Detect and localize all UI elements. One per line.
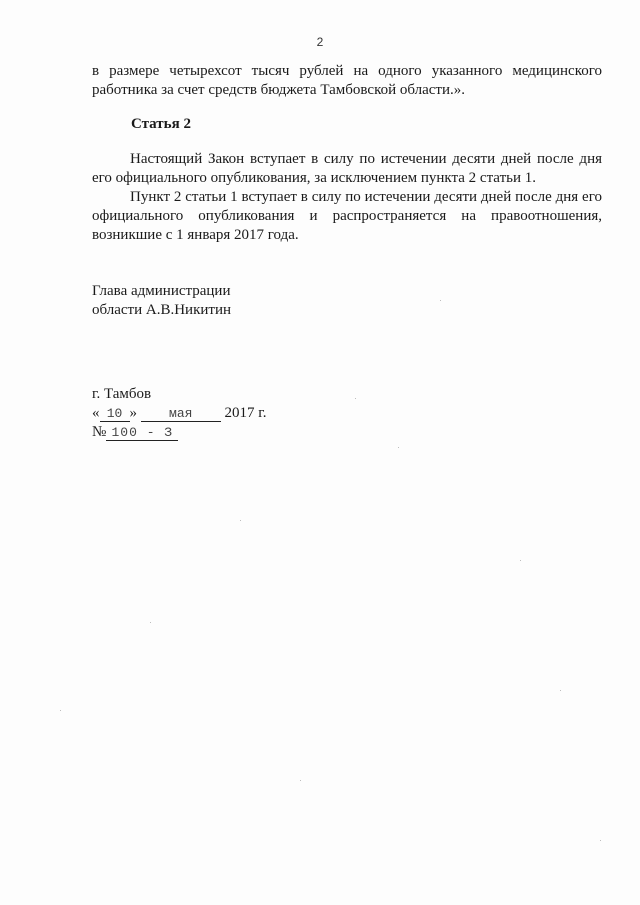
quote-open: « (92, 405, 100, 421)
continuation-line-2: работника за счет средств бюджета Тамбовской области.». (92, 82, 466, 98)
law-number-line (92, 423, 266, 442)
article-paragraph-1: Настоящий Закон вступает в силу по истечении десяти дней после дня его официального опубликования, за исключением пункта 2 статьи 1. (92, 151, 602, 186)
signature-title: Глава администрации (92, 283, 231, 299)
number-sign: № (92, 424, 107, 440)
page-number: 2 (316, 35, 324, 49)
city-line: г. Тамбов (92, 386, 152, 402)
law-number: 100 - З (106, 425, 178, 441)
signature-name: области А.В.Никитин (92, 302, 232, 318)
continuation-line-1: в размере четырехсот тысяч рублей на одного указанного медицинского (92, 63, 602, 79)
quote-close: » (129, 405, 137, 421)
article-paragraph-2: Пункт 2 статьи 1 вступает в силу по истечении десяти дней после дня его официального опубликования и распространяется на правоотношения, возникшие с 1 января 2017 года. (92, 189, 602, 243)
continuation-text (92, 62, 602, 100)
date-month: мая (141, 406, 221, 422)
date-day: 10 (100, 406, 130, 422)
date-year: 2017 г. (224, 405, 267, 421)
place-date-block (92, 385, 266, 442)
signature-block (92, 282, 231, 320)
date-line (92, 404, 266, 423)
article-body (92, 150, 602, 245)
article-heading: Статья 2 (131, 116, 191, 132)
